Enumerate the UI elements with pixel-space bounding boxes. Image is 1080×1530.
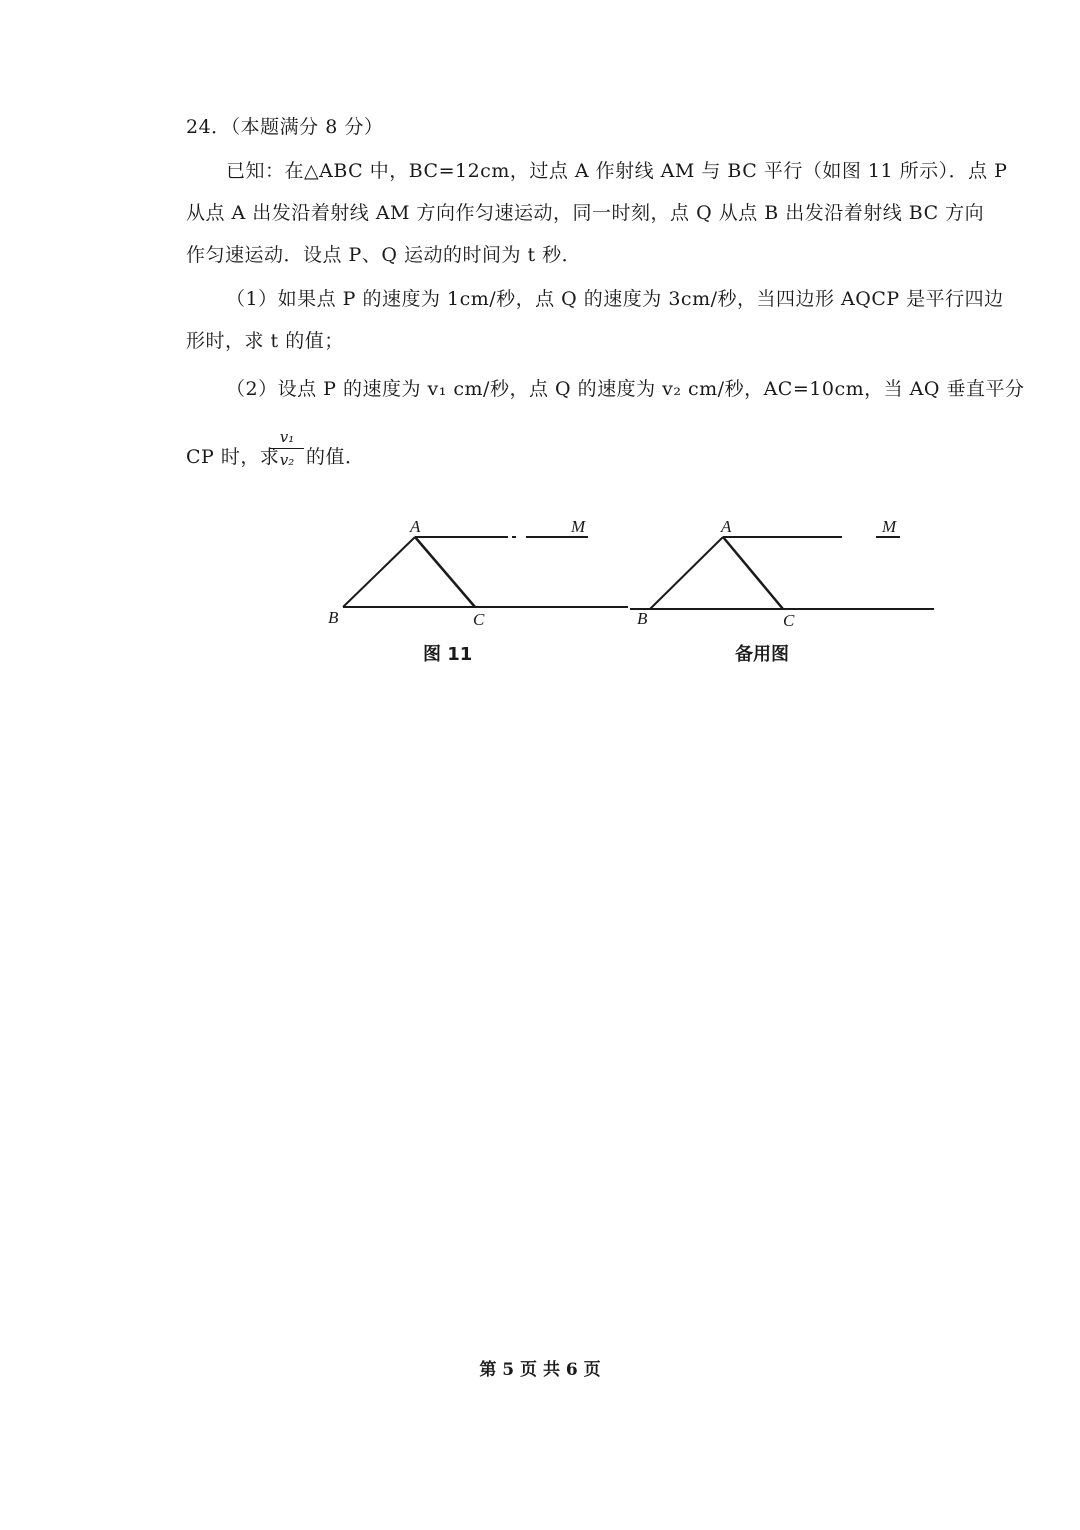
part2-line-1: （2）设点 P 的速度为 v₁ cm/秒，点 Q 的速度为 v₂ cm/秒，AC=10cm，当 AQ 垂直平分 bbox=[226, 378, 1025, 400]
given-line-2: 从点 A 出发沿着射线 AM 方向作匀速运动，同一时刻，点 Q 从点 B 出发沿着射线 BC 方向 bbox=[186, 202, 985, 224]
label-b: B bbox=[637, 609, 648, 628]
label-b: B bbox=[328, 608, 339, 627]
velocity-ratio-fraction bbox=[270, 428, 304, 469]
part1-line-2: 形时，求 t 的值； bbox=[186, 330, 344, 352]
label-a: A bbox=[721, 517, 732, 536]
label-c: C bbox=[783, 611, 795, 630]
backup-figure-caption: 备用图 bbox=[735, 644, 789, 665]
label-m: M bbox=[882, 517, 897, 536]
problem-header: 24．（本题满分 8 分） bbox=[186, 116, 384, 138]
fraction-denominator: v₂ bbox=[279, 451, 295, 469]
given-line-1: 已知：在△ABC 中，BC=12cm，过点 A 作射线 AM 与 BC 平行（如图 11 所示）．点 P bbox=[226, 160, 1008, 182]
figure-11-caption: 图 11 bbox=[423, 644, 473, 665]
label-a: A bbox=[410, 517, 421, 536]
segment-ac bbox=[415, 537, 475, 607]
part2-line-2-suffix: 的值． bbox=[306, 446, 365, 468]
given-line-3: 作匀速运动．设点 P、Q 运动的时间为 t 秒． bbox=[186, 244, 582, 266]
segment-ac bbox=[723, 537, 783, 609]
part2-line-2-prefix: CP 时，求 bbox=[186, 446, 280, 468]
label-c: C bbox=[473, 610, 485, 629]
segment-ab bbox=[650, 537, 723, 609]
segment-ab bbox=[343, 537, 415, 607]
backup-figure-diagram bbox=[630, 510, 940, 640]
fraction-numerator: v₁ bbox=[279, 428, 295, 446]
fraction-bar bbox=[270, 448, 304, 449]
figure-11-diagram bbox=[320, 510, 640, 640]
label-m: M bbox=[571, 517, 586, 536]
part1-line-1: （1）如果点 P 的速度为 1cm/秒，点 Q 的速度为 3cm/秒，当四边形 AQCP 是平行四边 bbox=[226, 288, 1004, 310]
page-footer: 第 5 页 共 6 页 bbox=[479, 1360, 601, 1380]
